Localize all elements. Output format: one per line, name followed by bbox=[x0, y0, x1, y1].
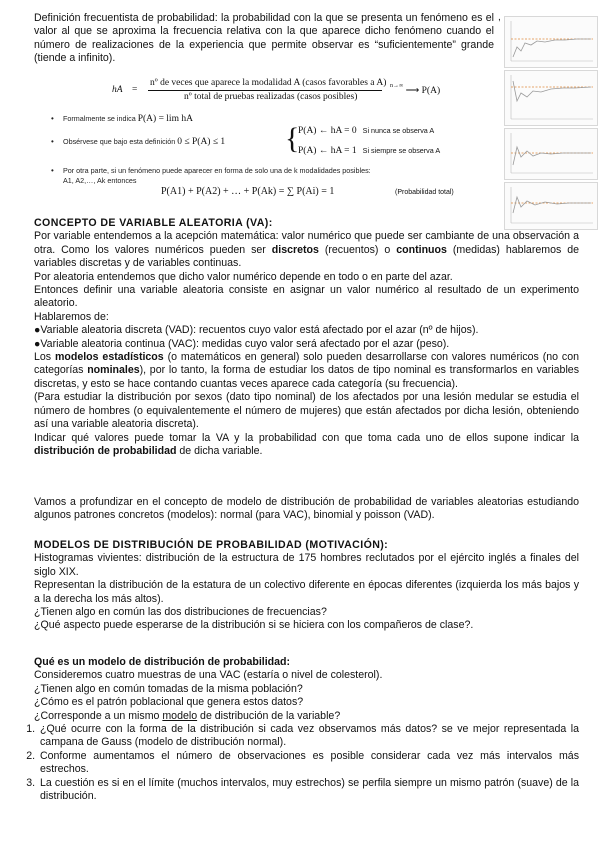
va-p4: Hablaremos de: bbox=[34, 310, 109, 323]
case-always bbox=[298, 146, 440, 156]
va-p6: ●Variable aleatoria continua (VAC): medidas cuyo valor será afectado por el azar (peso). bbox=[34, 337, 450, 350]
va-p5: ●Variable aleatoria discreta (VAD): recuentos cuyo valor está afectado por el azar (nº de hijos). bbox=[34, 324, 479, 337]
convergence-plot bbox=[505, 71, 597, 125]
que-es-p3: ¿Cómo es el patrón poblacional que genera estos datos? bbox=[34, 696, 304, 709]
va-closing bbox=[34, 496, 579, 523]
que-es-p4 bbox=[34, 710, 579, 723]
case-always-math: P(A) ← hA = 1 bbox=[298, 146, 357, 156]
limit-result: ⟶ P(A) bbox=[405, 86, 441, 96]
heading-que-es: Qué es un modelo de distribución de probabilidad: bbox=[34, 656, 291, 668]
formula-h: hA bbox=[112, 85, 123, 95]
va-p8: (Para estudiar la distribución por sexos (dato tipo nominal) de los afectados por una lesión medular se estudia el número de hombres (o equivalentemente el número de mujeres) que están afectados por dicha lesión, obteniendo así una variable aleatoria discreta). bbox=[34, 391, 579, 431]
va-p9 bbox=[34, 432, 579, 459]
intro-paragraph bbox=[34, 12, 494, 66]
convergence-plot bbox=[505, 183, 597, 229]
figure-thumbnail bbox=[504, 182, 598, 230]
va-p9-distribucion: distribución de probabilidad bbox=[34, 444, 177, 457]
va-p7-c: (o matemáticos en general) solo pueden desarrollarse con valores numéricos (no con categorías bbox=[34, 351, 579, 377]
bullet-dot: • bbox=[51, 114, 54, 123]
va-p7-e: ), por lo tanto, la forma de estudiar los datos de tipo nominal es transformarlos en variables discretas, y esto se hace contando cuantas veces aparece cada categoría (su frecuencia). bbox=[34, 364, 579, 390]
case-never-math: P(A) ← hA = 0 bbox=[298, 126, 357, 136]
modelos-p2: Representan la distribución de la estatura de un colectivo diferente en épocas diferentes (izquierda los más bajos y a la derecha los más altos). bbox=[34, 579, 579, 605]
cases-brace: { bbox=[285, 122, 300, 155]
modelos-p1: Histogramas vivientes: distribución de la estructura de 175 hombres reclutados por el ejército inglés a finales del siglo XIX. bbox=[34, 552, 579, 578]
va-p1-continuos: continuos bbox=[396, 243, 447, 256]
va-p2: Por aleatoria entendemos que dicho valor numérico depende en todo o en parte del azar. bbox=[34, 270, 453, 283]
stray-mark: , bbox=[498, 12, 501, 23]
definition-text: : la probabilidad con la que se presenta un fenómeno es el valor al que se aproxima la frecuencia relativa con la que aparece dicho fenómeno cuando el número de realizaciones de la experiencia que permite observar es “suficientemente” grande (tiende a infinito). bbox=[34, 12, 494, 65]
fraction-bar bbox=[148, 90, 382, 91]
va-p9-c: de dicha variable. bbox=[176, 444, 263, 457]
section-que-es bbox=[34, 656, 579, 803]
formula-limit bbox=[390, 85, 440, 96]
va-p7-a: Los bbox=[34, 351, 55, 364]
bullet-bounds-text: Obsérvese que bajo esta definición bbox=[63, 137, 176, 146]
heading-va: CONCEPTO DE VARIABLE ALEATORIA (VA): bbox=[34, 217, 273, 229]
va-p1-a: Por variable entendemos a la acepción matemática: valor numérico que puede ser cambiante de una observación a otra. Como los valores numéricos pueden ser bbox=[34, 230, 579, 256]
va-p9-a: Indicar qué valores puede tomar la VA y la probabilidad con que toma cada uno de ellos supone indicar la bbox=[34, 431, 579, 444]
convergence-plot bbox=[505, 129, 597, 179]
sum-formula: P(A1) + P(A2) + … + P(Ak) = ∑ P(Ai) = 1 bbox=[161, 186, 335, 197]
bullet-dot: • bbox=[51, 166, 54, 175]
modelos-p3: ¿Tienen algo en común las dos distribuciones de frecuencias? bbox=[34, 606, 327, 619]
va-p1-discretos: discretos bbox=[271, 243, 319, 256]
bullet-total-line1: Por otra parte, si un fenómeno puede aparecer en forma de solo una de k modalidades posibles: bbox=[63, 166, 371, 175]
formula-denominator: nº total de pruebas realizadas (casos posibles) bbox=[184, 92, 358, 102]
que-es-p4-modelo: modelo bbox=[162, 709, 198, 722]
bullet-bounds-math: 0 ≤ P(A) ≤ 1 bbox=[177, 137, 226, 147]
modelos-p4: ¿Qué aspecto puede esperarse de la distribución si se hiciera con los compañeros de clase?. bbox=[34, 619, 474, 632]
va-p1-c: (recuentos) o bbox=[318, 243, 397, 256]
que-es-p4-c: de distribución de la variable? bbox=[197, 709, 341, 722]
figure-thumbnail bbox=[504, 128, 598, 180]
sum-tag: (Probabilidad total) bbox=[395, 189, 454, 196]
va-p7 bbox=[34, 351, 579, 391]
limit-subscript: n→∞ bbox=[390, 83, 404, 89]
case-never bbox=[298, 126, 434, 136]
case-always-text: Si siempre se observa A bbox=[362, 146, 441, 155]
va-p7-modelos: modelos estadísticos bbox=[54, 351, 164, 364]
list-item: 2. Conforme aumentamos el número de observaciones es posible considerar cada vez más intervalos más estrechos. bbox=[38, 750, 579, 777]
frequency-formula bbox=[112, 78, 442, 106]
va-p1 bbox=[34, 230, 579, 270]
va-p1-e: (medidas) hablaremos de variables discretas y de variables continuas. bbox=[34, 243, 579, 270]
bullet-total bbox=[51, 166, 371, 175]
bullet-formal-text: Formalmente se indica bbox=[63, 114, 136, 123]
que-es-p2: ¿Tienen algo en común tomadas de la misma población? bbox=[34, 682, 303, 695]
va-p3: Entonces definir una variable aleatoria consiste en asignar un valor numérico al resultado de un experimento aleatorio. bbox=[34, 284, 579, 310]
figure-thumbnail bbox=[504, 70, 598, 126]
numbered-list bbox=[20, 723, 579, 803]
section-modelos bbox=[34, 539, 579, 633]
definition-term: Definición frecuentista de probabilidad bbox=[34, 12, 215, 24]
que-es-p4-a: ¿Corresponde a un mismo bbox=[34, 709, 163, 722]
formula-eq: = bbox=[132, 85, 138, 95]
bullet-formal-math: P(A) = lim hA bbox=[137, 114, 193, 124]
list-item: 3. La cuestión es si en el límite (muchos intervalos, muy estrechos) se perfila siempre un mismo patrón (suave) de la distribución. bbox=[38, 777, 579, 804]
bullet-bounds bbox=[51, 137, 226, 147]
heading-modelos: MODELOS DE DISTRIBUCIÓN DE PROBABILIDAD (MOTIVACIÓN): bbox=[34, 539, 389, 551]
case-never-text: Si nunca se observa A bbox=[362, 126, 435, 135]
figure-thumbnail bbox=[504, 16, 598, 68]
list-item: 1. ¿Qué ocurre con la forma de la distribución si cada vez observamos más datos? se ve mejor representada la campana de Gauss (modelo de distribución normal). bbox=[38, 723, 579, 750]
va-p7-nominales: nominales bbox=[87, 364, 140, 377]
section-va bbox=[34, 217, 579, 458]
convergence-plot bbox=[505, 17, 597, 67]
bullet-total-line2: A1, A2,…, Ak entonces bbox=[63, 176, 137, 185]
va-p10: Vamos a profundizar en el concepto de modelo de distribución de probabilidad de variables aleatorias estudiando algunos patrones concretos (modelos): normal (para VAC), binomial y poisson (VAD). bbox=[34, 496, 579, 522]
que-es-p1: Consideremos cuatro muestras de una VAC (estaría o nivel de colesterol). bbox=[34, 669, 383, 682]
bullet-total-cont bbox=[63, 176, 137, 185]
formula-numerator: nº de veces que aparece la modalidad A (casos favorables a A) bbox=[150, 78, 387, 88]
bullet-dot: • bbox=[51, 137, 54, 146]
bullet-formal bbox=[51, 114, 193, 124]
